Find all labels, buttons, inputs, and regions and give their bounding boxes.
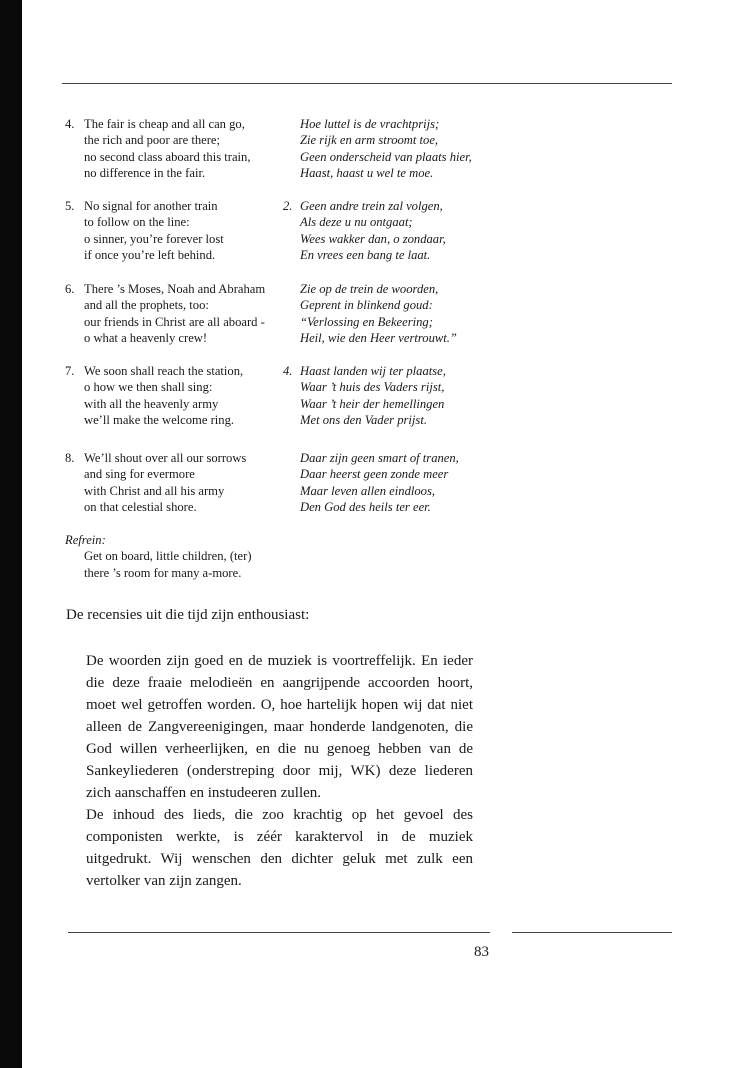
english-verse: [84, 116, 250, 182]
verse-line: “Verlossing en Bekeering;: [300, 314, 433, 329]
verse-line: Waar ’t huis des Vaders rijst,: [300, 380, 445, 395]
verse-line: on that celestial shore.: [84, 500, 197, 515]
stanza-number: 7.: [65, 364, 75, 378]
page-number: 83: [474, 944, 489, 960]
verse-line: Wees wakker dan, o zondaar,: [300, 231, 446, 246]
english-verse: [84, 281, 265, 347]
refrain: [65, 532, 252, 581]
stanza-number: 4.: [65, 117, 75, 131]
verse-line: Waar ’t heir der hemellingen: [300, 396, 445, 411]
refrain-label: Refrein:: [65, 533, 106, 547]
verse-line: We’ll shout over all our sorrows: [84, 451, 247, 465]
quote-paragraph: De woorden zijn goed en de muziek is voortreffelijk. En ieder die deze fraaie melodieën en aangrijpende accoorden hoort, moet wel getroffen worden. O, hoe hartelijk hopen wij dat niet alleen de Zangvereenigingen, maar honderde landgenoten, die God willen verheerlijken, en die nu genoeg hebben van de Sankeyliederen (onderstreping door mij, WK) deze liederen zich aanschaffen en instudeeren zullen.: [86, 653, 473, 801]
refrain-line: Get on board, little children, (ter): [84, 549, 252, 564]
verse-line: Daar heerst geen zonde meer: [300, 467, 449, 482]
verse-line: Haast, haast u wel te moe.: [300, 166, 434, 181]
verse-line: Den God des heils ter eer.: [300, 500, 431, 515]
verse-line: to follow on the line:: [84, 215, 190, 230]
english-verse: [84, 363, 243, 429]
english-verse: [84, 198, 224, 264]
stanza-number: 8.: [65, 451, 75, 465]
verse-line: and all the prophets, too:: [84, 298, 209, 313]
verse-line: Daar zijn geen smart of tranen,: [300, 451, 459, 465]
verse-line: No signal for another train: [84, 199, 218, 213]
verse-line: Met ons den Vader prijst.: [300, 413, 427, 428]
verse-line: the rich and poor are there;: [84, 133, 221, 148]
stanza-number: 6.: [65, 282, 75, 296]
top-rule: [62, 83, 672, 84]
quote-paragraph: De inhoud des lieds, die zoo krachtig op het gevoel des componisten werkte, is zéér karaktervol in de muziek uitgedrukt. Wij wenschen den dichter geluk met zulk een vertolker van zijn zangen.: [86, 807, 473, 889]
dutch-stanza-number: 2.: [283, 199, 293, 213]
verse-line: o what a heavenly crew!: [84, 331, 208, 346]
verse-line: Maar leven allen eindloos,: [300, 483, 436, 498]
verse-line: Hoe luttel is de vrachtprijs;: [300, 117, 440, 131]
verse-line: There ’s Moses, Noah and Abraham: [84, 282, 266, 296]
verse-line: our friends in Christ are all aboard -: [84, 314, 265, 329]
verse-line: Heil, wie den Heer vertrouwt.”: [300, 331, 457, 346]
bottom-rule-right: [512, 932, 672, 933]
intro-text: De recensies uit die tijd zijn enthousiast:: [66, 607, 310, 623]
verse-line: Zie op de trein de woorden,: [300, 282, 439, 296]
verse-line: We soon shall reach the station,: [84, 364, 244, 378]
verse-line: Geen onderscheid van plaats hier,: [300, 149, 472, 164]
verse-line: no second class aboard this train,: [84, 149, 251, 164]
verse-line: o how we then shall sing:: [84, 380, 213, 395]
scan-edge-bar: [0, 0, 22, 1068]
bottom-rule-left: [68, 932, 490, 933]
verse-line: and sing for evermore: [84, 467, 195, 482]
verse-line: if once you’re left behind.: [84, 248, 216, 263]
dutch-verse: [300, 198, 446, 264]
verse-line: we’ll make the welcome ring.: [84, 413, 235, 428]
verse-line: no difference in the fair.: [84, 166, 206, 181]
verse-line: with all the heavenly army: [84, 396, 219, 411]
verse-line: Als deze u nu ontgaat;: [300, 215, 413, 230]
refrain-line: there ’s room for many a-more.: [84, 565, 242, 580]
review-quote: [86, 650, 473, 892]
verse-line: Zie rijk en arm stroomt toe,: [300, 133, 439, 148]
dutch-verse: [300, 450, 459, 516]
dutch-verse: [300, 363, 446, 429]
verse-line: Geprent in blinkend goud:: [300, 298, 433, 313]
verse-line: Geen andre trein zal volgen,: [300, 199, 443, 213]
verse-line: En vrees een bang te laat.: [300, 248, 431, 263]
stanza-number: 5.: [65, 199, 75, 213]
verse-line: The fair is cheap and all can go,: [84, 117, 245, 131]
dutch-verse: [300, 281, 457, 347]
english-verse: [84, 450, 246, 516]
verse-line: with Christ and all his army: [84, 483, 225, 498]
dutch-stanza-number: 4.: [283, 364, 293, 378]
verse-line: Haast landen wij ter plaatse,: [300, 364, 446, 378]
dutch-verse: [300, 116, 472, 182]
verse-line: o sinner, you’re forever lost: [84, 231, 224, 246]
